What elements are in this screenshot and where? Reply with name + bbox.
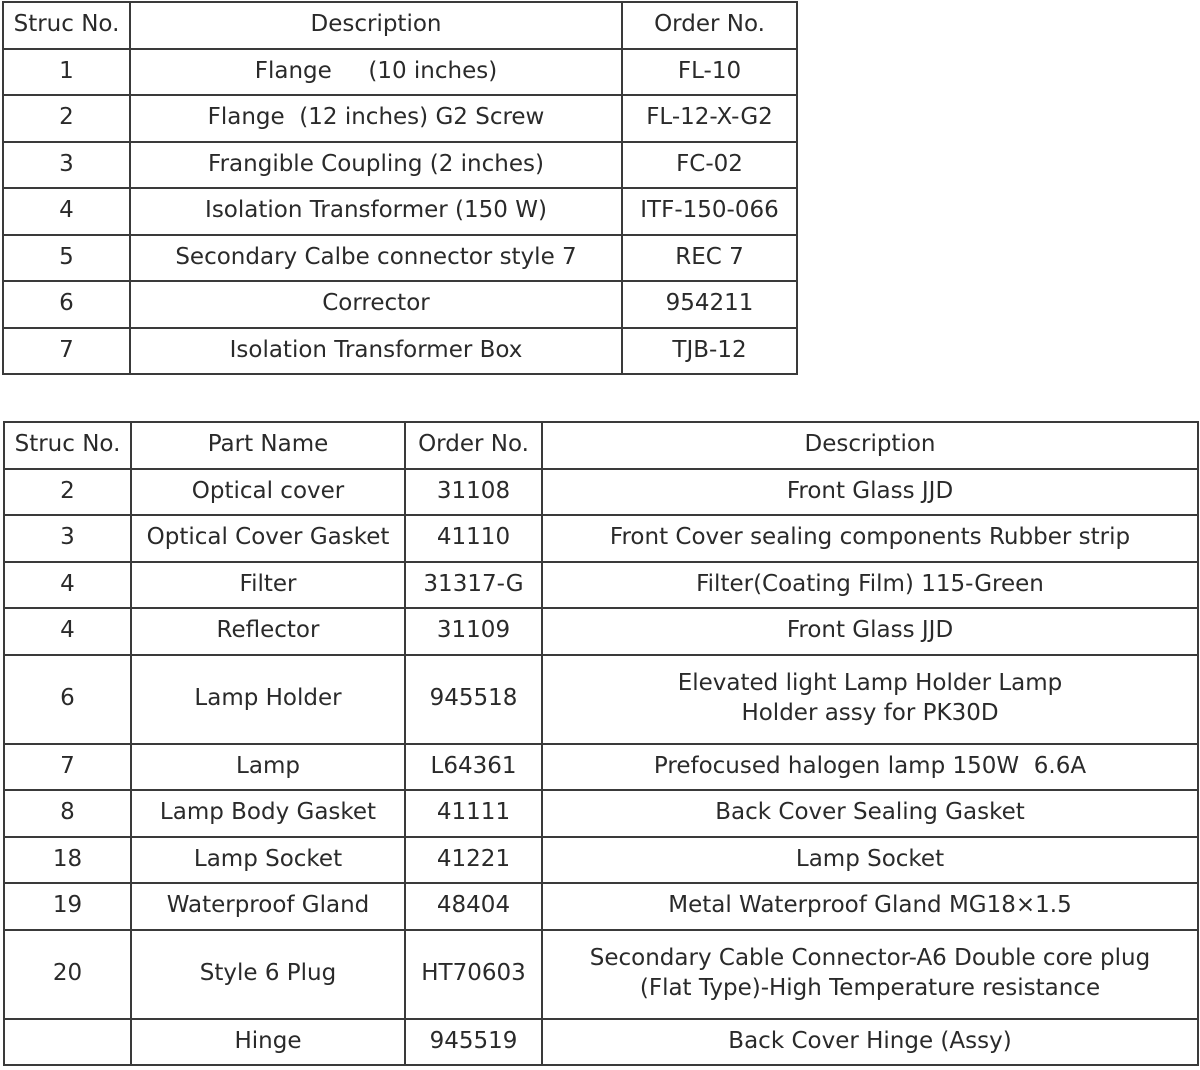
cell-order-no: ITF-150-066 [622,188,797,235]
cell-order-no: HT70603 [405,930,542,1019]
table-row [4,790,1198,837]
cell-order-no: TJB-12 [622,328,797,375]
cell-description [542,930,1198,1019]
cell-description: Metal Waterproof Gland MG18×1.5 [542,883,1198,930]
cell-struc-no: 2 [3,95,130,142]
cell-description: Lamp Socket [542,837,1198,884]
table-row [4,562,1198,609]
cell-order-no: 41111 [405,790,542,837]
cell-description: Front Cover sealing components Rubber strip [542,515,1198,562]
cell-description: Back Cover Sealing Gasket [542,790,1198,837]
cell-order-no: 31108 [405,469,542,516]
header-order-no: Order No. [405,422,542,469]
cell-order-no: REC 7 [622,235,797,282]
table-row [3,328,797,375]
cell-struc-no: 18 [4,837,131,884]
cell-order-no: 31317-G [405,562,542,609]
cell-struc-no: 6 [3,281,130,328]
description-line: Elevated light Lamp Holder Lamp [677,670,1063,697]
cell-part-name: Optical Cover Gasket [131,515,405,562]
cell-part-name: Optical cover [131,469,405,516]
parts-table-lamp [3,421,1199,1066]
parts-table-accessories [2,1,798,375]
cell-order-no: FL-12-X-G2 [622,95,797,142]
cell-struc-no: 4 [4,562,131,609]
table-row [3,142,797,189]
cell-order-no: 41110 [405,515,542,562]
cell-description: Corrector [130,281,622,328]
header-order-no: Order No. [622,2,797,49]
cell-description: Isolation Transformer Box [130,328,622,375]
cell-part-name: Lamp Socket [131,837,405,884]
cell-part-name: Reflector [131,608,405,655]
cell-part-name: Lamp Holder [131,655,405,744]
cell-order-no: 954211 [622,281,797,328]
table-row [3,95,797,142]
cell-struc-no: 3 [3,142,130,189]
description-line: Holder assy for PK30D [741,700,999,726]
cell-struc-no: 19 [4,883,131,930]
cell-struc-no [4,1019,131,1066]
table-row [3,188,797,235]
cell-order-no: 945518 [405,655,542,744]
cell-description: Isolation Transformer (150 W) [130,188,622,235]
cell-order-no: 48404 [405,883,542,930]
cell-struc-no: 7 [4,744,131,791]
cell-order-no: L64361 [405,744,542,791]
table-row [4,1019,1198,1066]
cell-struc-no: 8 [4,790,131,837]
cell-struc-no: 3 [4,515,131,562]
cell-part-name: Lamp Body Gasket [131,790,405,837]
header-struc-no: Struc No. [4,422,131,469]
table-row [3,49,797,96]
cell-description: Flange (10 inches) [130,49,622,96]
table-row [4,608,1198,655]
cell-struc-no: 2 [4,469,131,516]
cell-description: Frangible Coupling (2 inches) [130,142,622,189]
table-row [4,655,1198,744]
cell-order-no: 41221 [405,837,542,884]
cell-order-no: 945519 [405,1019,542,1066]
table-row [4,930,1198,1019]
header-struc-no: Struc No. [3,2,130,49]
cell-description: Front Glass JJD [542,469,1198,516]
cell-order-no: 31109 [405,608,542,655]
cell-order-no: FC-02 [622,142,797,189]
cell-struc-no: 20 [4,930,131,1019]
header-part-name: Part Name [131,422,405,469]
cell-order-no: FL-10 [622,49,797,96]
cell-description: Back Cover Hinge (Assy) [542,1019,1198,1066]
table-row [4,744,1198,791]
cell-description: Secondary Calbe connector style 7 [130,235,622,282]
header-description: Description [542,422,1198,469]
cell-part-name: Lamp [131,744,405,791]
description-line: Secondary Cable Connector-A6 Double core plug [589,945,1151,972]
cell-struc-no: 6 [4,655,131,744]
table-row [3,281,797,328]
cell-struc-no: 4 [3,188,130,235]
cell-description [542,655,1198,744]
table-row [3,235,797,282]
cell-part-name: Filter [131,562,405,609]
table-row [4,837,1198,884]
table-header-row [3,2,797,49]
cell-struc-no: 1 [3,49,130,96]
table-row [4,883,1198,930]
table-header-row [4,422,1198,469]
cell-part-name: Style 6 Plug [131,930,405,1019]
cell-description: Flange (12 inches) G2 Screw [130,95,622,142]
cell-struc-no: 4 [4,608,131,655]
table-row [4,469,1198,516]
table-row [4,515,1198,562]
cell-struc-no: 5 [3,235,130,282]
cell-description: Front Glass JJD [542,608,1198,655]
header-description: Description [130,2,622,49]
cell-part-name: Waterproof Gland [131,883,405,930]
description-line: (Flat Type)-High Temperature resistance [639,975,1101,1001]
cell-part-name: Hinge [131,1019,405,1066]
cell-description: Filter(Coating Film) 115-Green [542,562,1198,609]
cell-description: Prefocused halogen lamp 150W 6.6A [542,744,1198,791]
cell-struc-no: 7 [3,328,130,375]
